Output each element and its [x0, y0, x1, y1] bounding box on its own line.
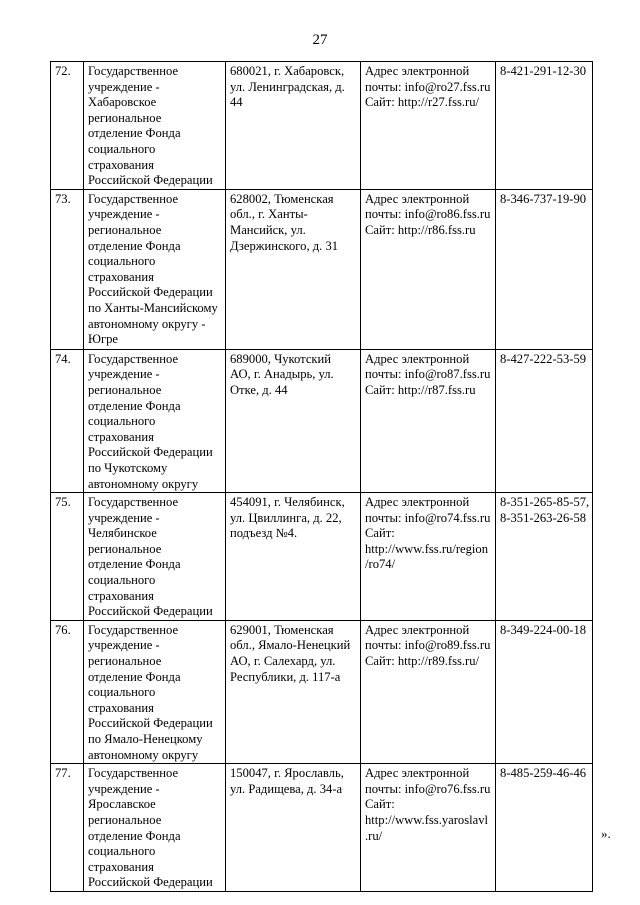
organization-name-line: отделение Фонда	[88, 828, 181, 843]
organization-address-line: ул. Радищева, д. 34-а	[230, 781, 343, 796]
organization-name-line: автономному округу	[88, 476, 199, 491]
organization-contacts-line: почты: info@ro86.fss.ru	[365, 207, 491, 222]
row-number: 77.	[51, 764, 84, 892]
organization-name-line: Челябинское	[88, 526, 157, 541]
table-row	[51, 764, 593, 892]
organization-address-line: 44	[230, 95, 243, 110]
organization-phone	[496, 493, 593, 621]
organization-name-line: учреждение -	[88, 781, 160, 796]
table-row	[51, 189, 593, 349]
organizations-table	[50, 61, 593, 892]
table-row	[51, 620, 593, 763]
organization-phone-line: 8-351-263-26-58	[500, 510, 587, 525]
organization-contacts-line: почты: info@ro74.fss.ru	[365, 510, 491, 525]
organization-name-line: учреждение -	[88, 367, 160, 382]
organization-contacts-line: почты: info@ro27.fss.ru	[365, 79, 491, 94]
organization-address-line: Республики, д. 117-а	[230, 669, 341, 684]
organization-name	[84, 62, 226, 190]
organization-phone	[496, 764, 593, 892]
organization-contacts-line: Сайт: http://r27.fss.ru/	[365, 95, 480, 110]
organization-address-line: обл., Ямало-Ненецкий	[230, 638, 351, 653]
organization-address	[226, 764, 361, 892]
organization-phone-line: 8-346-737-19-90	[500, 191, 587, 206]
organization-contacts-line: Сайт: http://r87.fss.ru	[365, 382, 476, 397]
organization-contacts	[361, 620, 496, 763]
row-number: 76.	[51, 620, 84, 763]
organization-name	[84, 349, 226, 492]
organization-contacts-line: Сайт: http://r89.fss.ru/	[365, 654, 480, 669]
organization-name-line: социального	[88, 254, 156, 269]
organization-name-line: Российской Федерации	[88, 604, 213, 619]
organization-phone	[496, 189, 593, 349]
organization-address	[226, 189, 361, 349]
organization-name-line: учреждение -	[88, 638, 160, 653]
organization-contacts-line: Адрес электронной	[365, 495, 470, 510]
organization-name-line: социального	[88, 414, 156, 429]
organization-contacts-line: Адрес электронной	[365, 351, 470, 366]
organization-name-line: отделение Фонда	[88, 557, 181, 572]
organization-phone-line: 8-421-291-12-30	[500, 64, 587, 78]
organization-name-line: страхования	[88, 859, 154, 874]
organization-phone	[496, 620, 593, 763]
organization-contacts-line: Сайт:	[365, 797, 395, 812]
organization-name-line: региональное	[88, 654, 162, 669]
organization-address-line: 454091, г. Челябинск,	[230, 495, 345, 510]
organization-name-line: региональное	[88, 222, 162, 237]
organization-contacts-line: Сайт:	[365, 526, 395, 541]
organization-contacts	[361, 189, 496, 349]
organization-name-line: отделение Фонда	[88, 126, 181, 141]
organization-name-line: отделение Фонда	[88, 669, 181, 684]
organization-address-line: 629001, Тюменская	[230, 622, 334, 637]
organization-name-line: учреждение -	[88, 79, 160, 94]
organization-name-line: региональное	[88, 541, 162, 556]
organization-address-line: Мансийск, ул.	[230, 222, 306, 237]
organization-address	[226, 62, 361, 190]
organization-contacts-line: почты: info@ro76.fss.ru	[365, 781, 491, 796]
organization-contacts-line: Адрес электронной	[365, 64, 470, 78]
organization-contacts-line: почты: info@ro87.fss.ru	[365, 367, 491, 382]
organization-name-line: учреждение -	[88, 510, 160, 525]
organization-name-line: региональное	[88, 110, 162, 125]
organization-address-line: ул. Ленинградская, д.	[230, 79, 345, 94]
organization-contacts	[361, 493, 496, 621]
organization-contacts-line: Адрес электронной	[365, 766, 470, 781]
page-number: 27	[312, 32, 328, 48]
row-number: 74.	[51, 349, 84, 492]
organization-name-line: Государственное	[88, 495, 179, 510]
organization-name-line: Государственное	[88, 766, 179, 781]
organization-address-line: обл., г. Ханты-	[230, 207, 308, 222]
organization-name-line: страхования	[88, 700, 154, 715]
closing-quote: ».	[601, 826, 611, 841]
organization-name-line: социального	[88, 141, 156, 156]
organization-phone-line: 8-427-222-53-59	[500, 351, 587, 366]
organization-name-line: по Ямало-Ненецкому	[88, 732, 203, 746]
organization-address-line: подъезд №4.	[230, 526, 298, 541]
organization-name-line: отделение Фонда	[88, 398, 181, 413]
organization-name-line: Российской Федерации	[88, 716, 213, 731]
organization-address-line: 150047, г. Ярославль,	[230, 766, 344, 781]
organization-contacts-line: Сайт: http://r86.fss.ru	[365, 222, 476, 237]
organization-contacts-line: Адрес электронной	[365, 191, 470, 206]
organization-name-line: Российской Федерации	[88, 173, 213, 188]
organization-address-line: ул. Цвиллинга, д. 22,	[230, 510, 342, 525]
organization-contacts	[361, 349, 496, 492]
organization-name-line: Государственное	[88, 64, 179, 78]
organization-name-line: Государственное	[88, 351, 179, 366]
table-row	[51, 62, 593, 190]
organization-contacts	[361, 62, 496, 190]
organization-name	[84, 493, 226, 621]
organization-name-line: региональное	[88, 382, 162, 397]
organization-address-line: 680021, г. Хабаровск,	[230, 64, 345, 78]
organization-phone-line: 8-351-265-85-57,	[500, 495, 590, 510]
row-number: 75.	[51, 493, 84, 621]
organization-name-line: по Чукотскому	[88, 460, 168, 475]
organization-name-line: автономному округу -	[88, 316, 206, 331]
organization-phone-line: 8-349-224-00-18	[500, 622, 587, 637]
organization-name-line: Государственное	[88, 191, 179, 206]
organization-phone-line: 8-485-259-46-46	[500, 766, 587, 781]
organization-address-line: Дзержинского, д. 31	[230, 238, 339, 253]
row-number: 72.	[51, 62, 84, 190]
organization-address-line: 628002, Тюменская	[230, 191, 334, 206]
organization-contacts-line: почты: info@ro89.fss.ru	[365, 638, 491, 653]
table-row	[51, 349, 593, 492]
organization-name-line: страхования	[88, 429, 154, 444]
organization-address	[226, 620, 361, 763]
organization-contacts	[361, 764, 496, 892]
organization-name-line: отделение Фонда	[88, 238, 181, 253]
organization-contacts-line: http://www.fss.ru/region	[365, 541, 489, 556]
organization-name-line: Хабаровское	[88, 95, 157, 110]
organization-contacts-line: /ro74/	[365, 557, 396, 572]
organization-name-line: по Ханты-Мансийскому	[88, 300, 218, 315]
organization-address-line: АО, г. Салехард, ул.	[230, 654, 336, 669]
organization-name	[84, 764, 226, 892]
organization-name-line: социального	[88, 573, 156, 588]
organization-name	[84, 620, 226, 763]
row-number: 73.	[51, 189, 84, 349]
organization-address-line: 689000, Чукотский	[230, 351, 332, 366]
organization-name-line: Российской Федерации	[88, 875, 213, 890]
organization-address-line: АО, г. Анадырь, ул.	[230, 367, 334, 382]
organization-name-line: Российской Федерации	[88, 445, 213, 460]
organization-address	[226, 349, 361, 492]
organization-name-line: Югре	[88, 332, 118, 347]
organization-contacts-line: .ru/	[365, 828, 383, 843]
organization-name-line: страхования	[88, 588, 154, 603]
organization-name-line: учреждение -	[88, 207, 160, 222]
organization-contacts-line: Адрес электронной	[365, 622, 470, 637]
organization-name-line: страхования	[88, 157, 154, 172]
organization-name-line: Российской Федерации	[88, 285, 213, 300]
organization-name-line: региональное	[88, 812, 162, 827]
organization-phone	[496, 62, 593, 190]
organization-address	[226, 493, 361, 621]
organization-name-line: Государственное	[88, 622, 179, 637]
organization-phone	[496, 349, 593, 492]
organization-name-line: страхования	[88, 269, 154, 284]
organization-name-line: автономному округу	[88, 747, 199, 762]
organization-name-line: Ярославское	[88, 797, 156, 812]
organization-address-line: Отке, д. 44	[230, 382, 288, 397]
table-row	[51, 493, 593, 621]
organization-name-line: социального	[88, 685, 156, 700]
organization-name	[84, 189, 226, 349]
organization-contacts-line: http://www.fss.yaroslavl	[365, 812, 489, 827]
organization-name-line: социального	[88, 844, 156, 859]
